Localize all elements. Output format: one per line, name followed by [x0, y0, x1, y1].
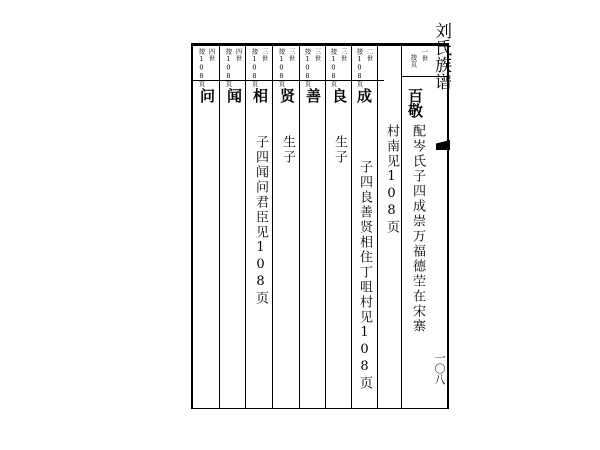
person-name: 良	[330, 88, 348, 103]
margin-tab-marker	[436, 140, 450, 150]
column-generation: 二世	[365, 48, 374, 62]
person-record: 配岑氏子四成崇万福德茔在宋寨	[410, 124, 425, 334]
person-name: 百敬	[406, 88, 424, 118]
column-page-ref: 接108页	[197, 48, 206, 88]
column-rule	[447, 43, 449, 409]
person-name: 问	[198, 88, 216, 103]
person-name: 相	[251, 88, 269, 103]
column-generation: 三世	[260, 48, 269, 62]
person-name: 闻	[225, 88, 243, 103]
person-record: 子四良善贤相住丁咀村见108页	[357, 160, 372, 391]
column-rule	[351, 43, 352, 409]
column-rule	[272, 43, 273, 409]
column-rule	[401, 43, 402, 409]
column-page-ref: 接页	[409, 54, 418, 68]
column-rule	[245, 43, 246, 409]
person-record: 生子	[280, 135, 295, 165]
person-record: 村南见108页	[384, 124, 399, 235]
column-generation: 三世	[313, 48, 322, 62]
person-name: 成	[355, 88, 373, 103]
column-rule	[377, 43, 378, 409]
column-generation: 三世	[339, 48, 348, 62]
column-generation: 三世	[287, 48, 296, 62]
column-generation: 四世	[207, 48, 216, 62]
column-page-ref: 接108页	[303, 48, 312, 88]
column-generation: 四世	[234, 48, 243, 62]
person-record: 生子	[332, 135, 347, 165]
column-page-ref: 接108页	[250, 48, 259, 88]
person-name: 贤	[278, 88, 296, 103]
column-rule	[219, 43, 220, 409]
bottom-rule	[191, 408, 449, 409]
column-page-ref: 接108页	[355, 48, 364, 88]
column-page-ref: 接108页	[224, 48, 233, 88]
column-page-ref: 接108页	[329, 48, 338, 88]
top-rule	[191, 43, 449, 46]
person-record: 子四闻问君臣见108页	[253, 135, 268, 306]
column-page-ref: 接108页	[277, 48, 286, 88]
column-generation: 一世	[420, 48, 429, 62]
column-rule	[325, 43, 326, 409]
person-name: 善	[304, 88, 322, 103]
book-title: 刘氏族谱	[431, 22, 451, 90]
page-number: 一〇八	[433, 352, 446, 385]
column-rule	[191, 43, 193, 409]
column-rule	[299, 43, 300, 409]
